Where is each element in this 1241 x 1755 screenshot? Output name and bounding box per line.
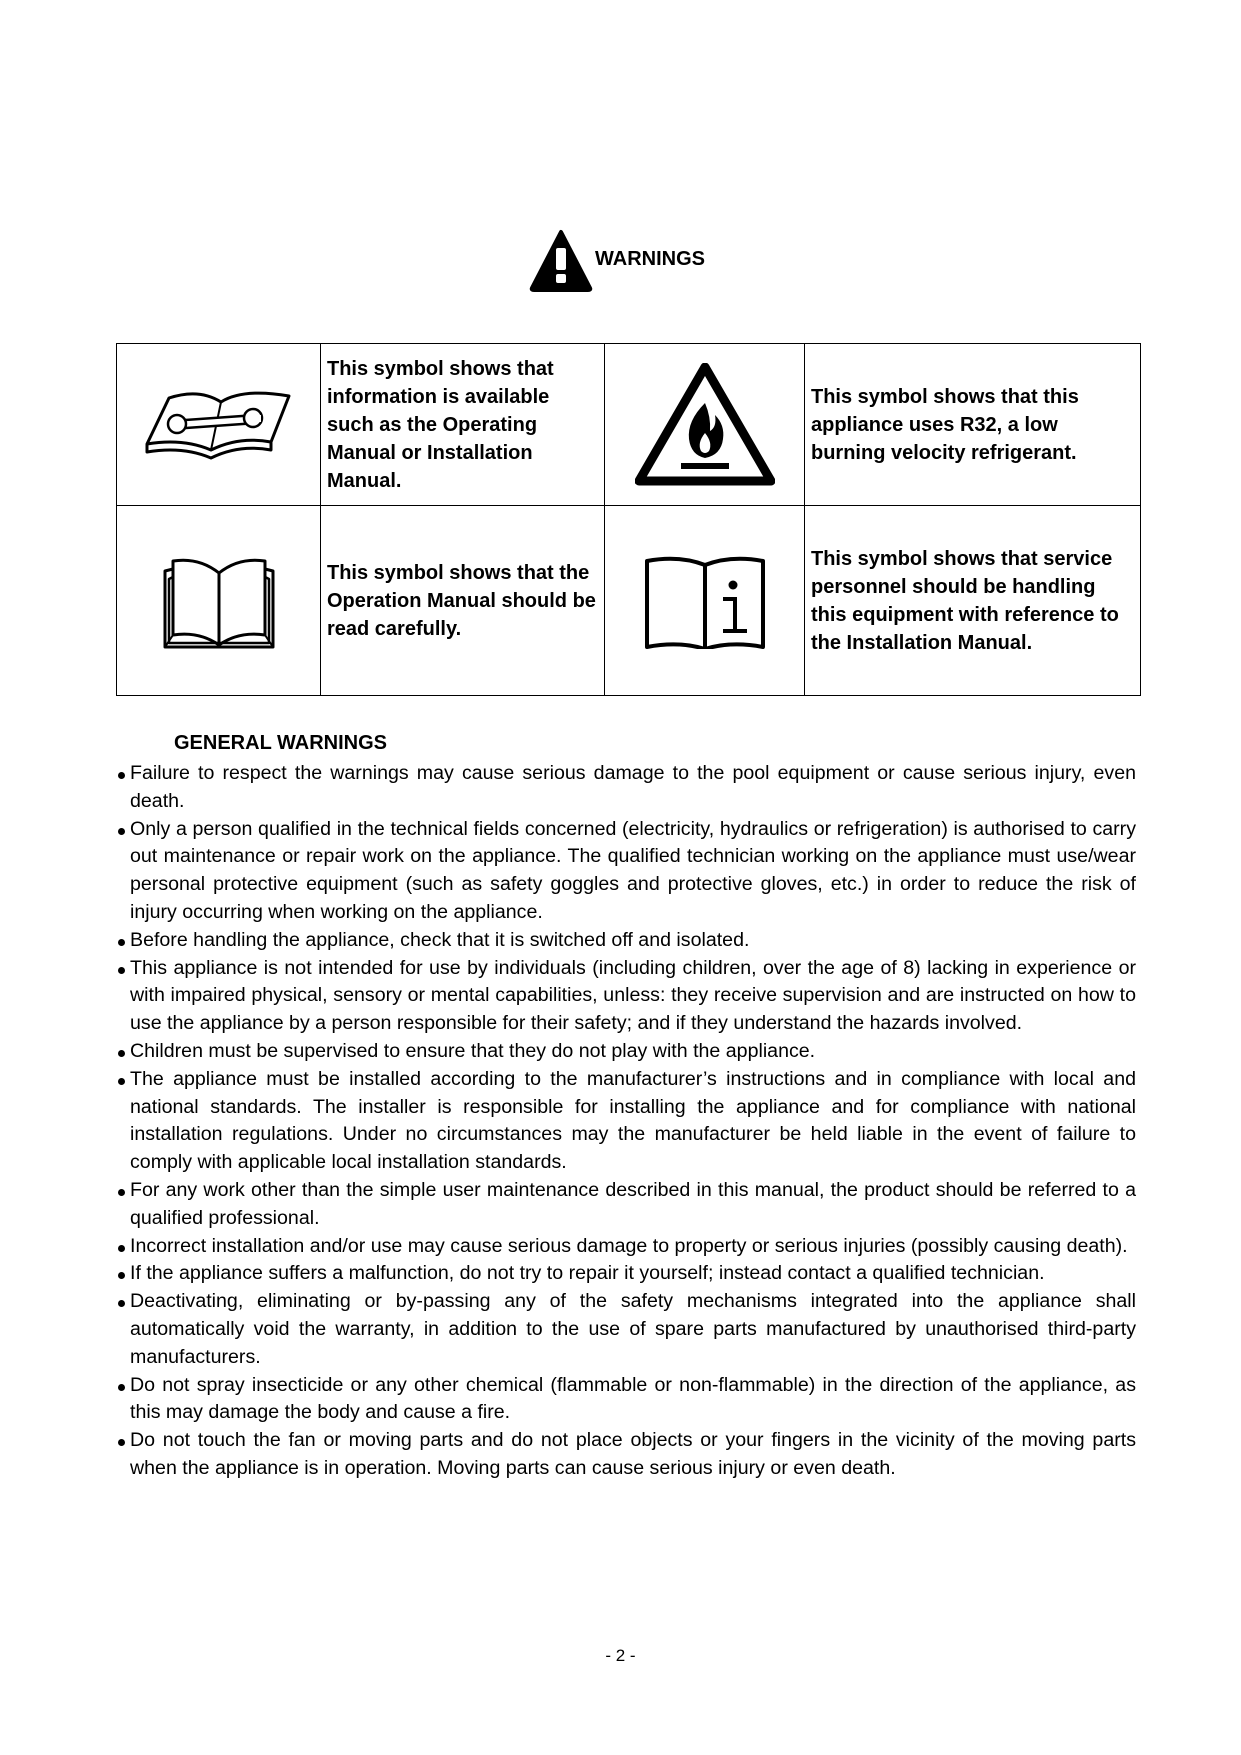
list-item: For any work other than the simple user maintenance described in this manual, the product should be referred to a qualified professional.	[116, 1177, 1136, 1233]
symbol-description: This symbol shows that information is available such as the Operating Manual or Installation Manual.	[321, 344, 605, 506]
bullet-icon	[118, 1384, 125, 1391]
table-row	[117, 344, 1141, 506]
bullet-icon	[118, 1078, 125, 1085]
list-item: Deactivating, eliminating or by-passing any of the safety mechanisms integrated into the appliance shall automatically void the warranty, in addition to the use of spare parts manufactured by unauthorised third-party manufacturers.	[116, 1288, 1136, 1371]
list-item: Before handling the appliance, check that it is switched off and isolated.	[116, 927, 1136, 955]
manual-wrench-icon	[139, 380, 299, 470]
bullet-icon	[118, 1189, 125, 1196]
page-title: WARNINGS	[595, 248, 705, 270]
list-item: Incorrect installation and/or use may cause serious damage to property or serious injuries (possibly causing death).	[116, 1233, 1136, 1261]
symbol-description: This symbol shows that the Operation Manual should be read carefully.	[321, 506, 605, 696]
bullet-icon	[118, 772, 125, 779]
warnings-heading	[528, 228, 828, 294]
symbol-cell	[605, 506, 805, 696]
list-item: The appliance must be installed according to the manufacturer’s instructions and in compliance with local and national standards. The installer is responsible for installing the appliance and for compliance with national installation regulations. Under no circumstances may the manufacturer be held liable in the event of failure to comply with applicable local installation standards.	[116, 1066, 1136, 1177]
symbol-cell	[117, 344, 321, 506]
symbol-cell	[117, 506, 321, 696]
table-row	[117, 506, 1141, 696]
list-item: If the appliance suffers a malfunction, do not try to repair it yourself; instead contact a qualified technician.	[116, 1260, 1136, 1288]
bullet-icon	[118, 939, 125, 946]
list-item: Children must be supervised to ensure that they do not play with the appliance.	[116, 1038, 1136, 1066]
section-title: GENERAL WARNINGS	[174, 732, 387, 754]
bullet-icon	[118, 1439, 125, 1446]
bullet-icon	[118, 1272, 125, 1279]
general-warnings-list	[116, 760, 1136, 1483]
bullet-icon	[118, 1300, 125, 1307]
bullet-icon	[118, 1245, 125, 1252]
flammable-icon	[635, 363, 775, 487]
bullet-icon	[118, 1050, 125, 1057]
list-item: This appliance is not intended for use by individuals (including children, over the age of 8) lacking in experience or with impaired physical, sensory or mental capabilities, unless: they receive supervision and are instructed on how to use the appliance by a person responsible for their safety; and if they understand the hazards involved.	[116, 955, 1136, 1038]
info-manual-icon	[643, 553, 767, 649]
list-item: Only a person qualified in the technical fields concerned (electricity, hydraulics or refrigeration) is authorised to carry out maintenance or repair work on the appliance. The qualified technician working on the appliance must use/wear personal protective equipment (such as safety goggles and protective gloves, etc.) in order to reduce the risk of injury occurring when working on the appliance.	[116, 816, 1136, 927]
page-number: - 2 -	[605, 1646, 636, 1665]
list-item: Do not spray insecticide or any other chemical (flammable or non-flammable) in the direction of the appliance, as this may damage the body and cause a fire.	[116, 1372, 1136, 1428]
open-book-icon	[159, 551, 279, 651]
warning-triangle-icon	[528, 228, 594, 294]
list-item: Do not touch the fan or moving parts and do not place objects or your fingers in the vicinity of the moving parts when the appliance is in operation. Moving parts can cause serious injury or even death.	[116, 1427, 1136, 1483]
bullet-icon	[118, 967, 125, 974]
symbol-description: This symbol shows that service personnel should be handling this equipment with reference to the Installation Manual.	[805, 506, 1141, 696]
list-item: Failure to respect the warnings may cause serious damage to the pool equipment or cause serious injury, even death.	[116, 760, 1136, 816]
symbols-table	[116, 343, 1141, 696]
bullet-icon	[118, 828, 125, 835]
symbol-description: This symbol shows that this appliance uses R32, a low burning velocity refrigerant.	[805, 344, 1141, 506]
symbol-cell	[605, 344, 805, 506]
